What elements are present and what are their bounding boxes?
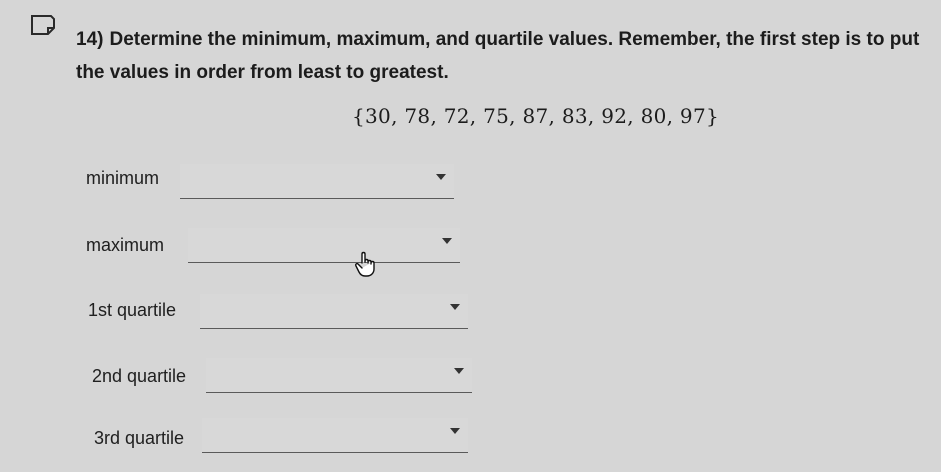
caret-down-icon xyxy=(450,428,460,436)
question-prompt: Determine the minimum, maximum, and quartile values. Remember, the first step is to put the values in order from least to greatest. xyxy=(76,29,920,83)
minimum-dropdown[interactable] xyxy=(180,164,454,199)
second-quartile-label: 2nd quartile xyxy=(92,366,187,386)
third-quartile-label: 3rd quartile xyxy=(94,428,185,448)
first-quartile-dropdown[interactable] xyxy=(200,294,468,329)
question-text xyxy=(76,23,936,89)
second-quartile-dropdown[interactable] xyxy=(206,358,472,393)
hand-pointer-icon xyxy=(354,250,380,278)
third-quartile-dropdown[interactable] xyxy=(202,418,468,453)
caret-down-icon xyxy=(454,368,464,376)
caret-down-icon xyxy=(436,174,446,182)
maximum-dropdown[interactable] xyxy=(188,228,460,263)
flag-icon[interactable] xyxy=(30,14,56,36)
question-number: 14) xyxy=(76,29,104,50)
data-set: {30, 78, 72, 75, 87, 83, 92, 80, 97} xyxy=(352,104,720,128)
first-quartile-label: 1st quartile xyxy=(88,300,177,320)
minimum-label: minimum xyxy=(86,168,160,188)
caret-down-icon xyxy=(450,304,460,312)
caret-down-icon xyxy=(442,238,452,246)
maximum-label: maximum xyxy=(86,235,165,255)
